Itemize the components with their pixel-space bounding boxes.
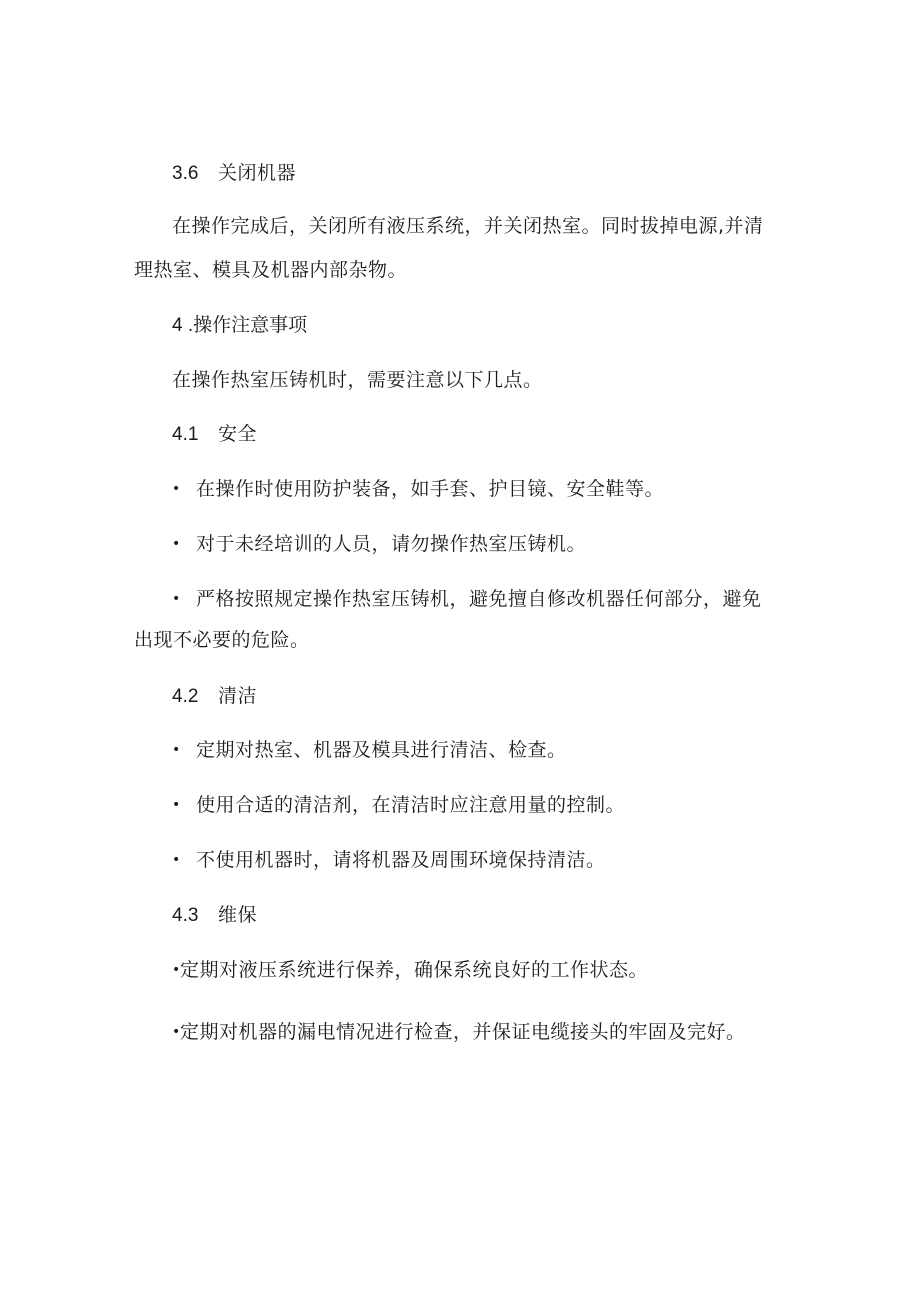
list-item <box>172 793 625 817</box>
section-number: 4.1 <box>172 424 199 445</box>
section-number: 4.2 <box>172 686 199 707</box>
section-title: 维保 <box>218 904 258 926</box>
list-item <box>172 532 586 556</box>
bullet-icon: • <box>172 797 181 813</box>
bullet-icon: • <box>172 852 181 868</box>
bullet-icon: • <box>172 1024 181 1040</box>
section-heading-4-2 <box>172 684 257 709</box>
list-item-text: 在操作时使用防护装备，如手套、护目镜、安全鞋等。 <box>196 478 665 500</box>
bullet-icon: • <box>172 591 181 607</box>
section-heading-3-6 <box>172 161 296 186</box>
list-item-continuation: 出现不必要的危险。 <box>134 629 310 651</box>
section-heading-4-1 <box>172 422 257 447</box>
section-title: 清洁 <box>218 685 258 707</box>
list-item <box>172 587 762 611</box>
section-number: 4.3 <box>172 905 199 926</box>
section-heading-4 <box>172 313 307 338</box>
section-heading-4-3 <box>172 903 257 928</box>
bullet-icon: • <box>172 742 181 758</box>
list-item-text: 使用合适的清洁剂，在清洁时应注意用量的控制。 <box>196 794 626 816</box>
paragraph-line: 在操作完成后，关闭所有液压系统，并关闭热室。同时拔掉电源,并清 <box>172 215 764 237</box>
list-item <box>172 1020 746 1044</box>
list-item-text: 定期对机器的漏电情况进行检查，并保证电缆接头的牢固及完好。 <box>180 1021 746 1043</box>
section-heading-text: 4 .操作注意事项 <box>172 315 308 336</box>
list-item-text: 定期对热室、机器及模具进行清洁、检查。 <box>196 739 567 761</box>
section-title: 安全 <box>218 423 258 445</box>
bullet-icon: • <box>172 962 181 978</box>
list-item <box>172 477 664 501</box>
section-title: 关闭机器 <box>218 162 297 184</box>
list-item <box>172 958 648 982</box>
list-item <box>172 738 567 762</box>
list-item-text: 定期对液压系统进行保养，确保系统良好的工作状态。 <box>180 959 649 981</box>
bullet-icon: • <box>172 481 181 497</box>
list-item-text: 不使用机器时，请将机器及周围环境保持清洁。 <box>196 849 606 871</box>
bullet-icon: • <box>172 536 181 552</box>
list-item <box>172 848 606 872</box>
paragraph-line: 理热室、模具及机器内部杂物。 <box>134 259 408 281</box>
list-item-text: 严格按照规定操作热室压铸机，避免擅自修改机器任何部分，避免 <box>196 588 762 610</box>
section-intro: 在操作热室压铸机时，需要注意以下几点。 <box>172 369 543 391</box>
list-item-text: 对于未经培训的人员，请勿操作热室压铸机。 <box>196 533 587 555</box>
section-number: 3.6 <box>172 163 199 184</box>
